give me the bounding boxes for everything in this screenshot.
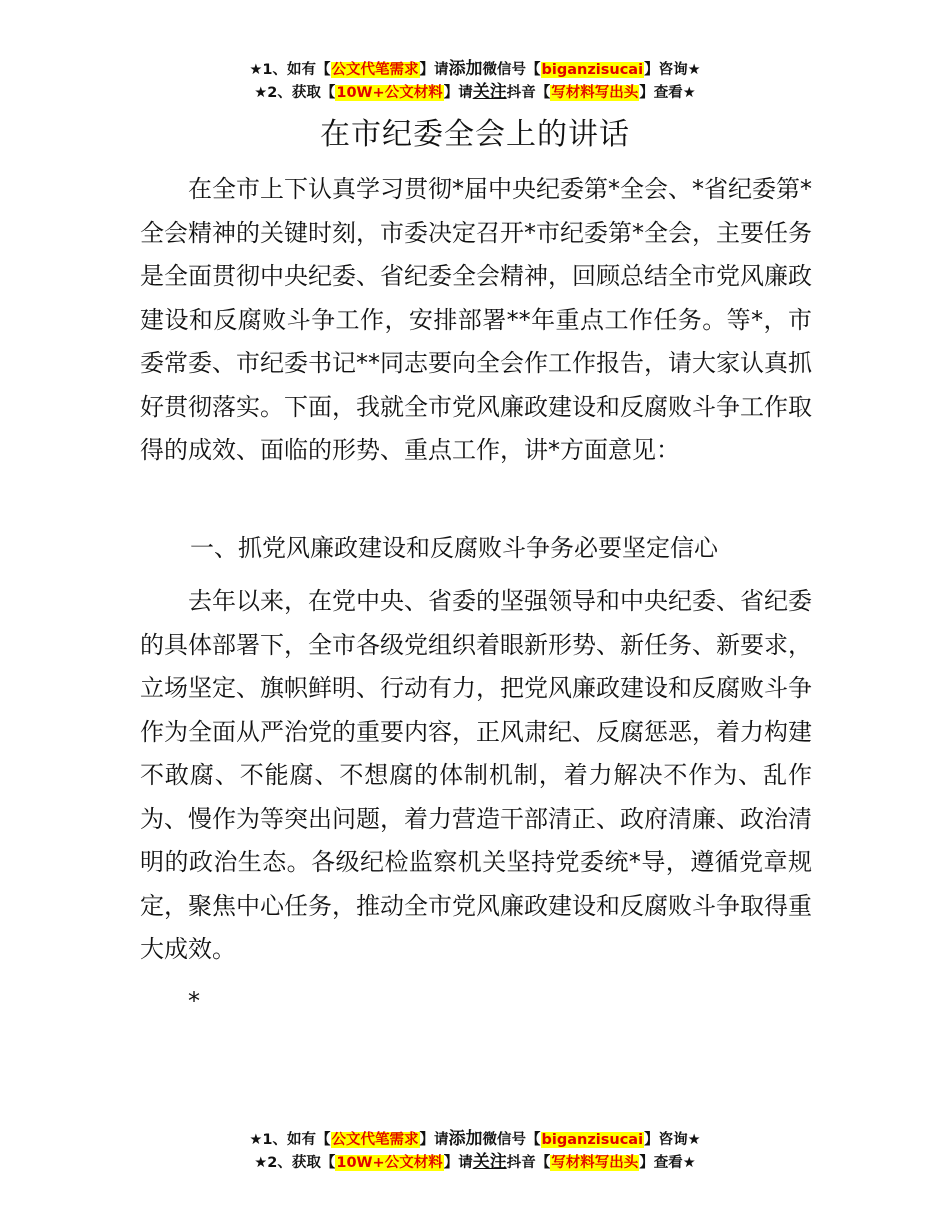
banner-text: ★1、如有【 <box>249 62 331 78</box>
banner-text: 抖音【 <box>506 85 551 101</box>
banner-text: ★2、获取【 <box>254 85 336 101</box>
highlight-materials: 10W+公文材料 <box>336 85 443 101</box>
banner-text: 微信号【 <box>482 1132 541 1148</box>
highlight-service: 公文代笔需求 <box>331 62 419 78</box>
highlight-service: 公文代笔需求 <box>331 1132 419 1148</box>
banner-emphasis: 添加 <box>448 1129 483 1149</box>
banner-text: 】咨询★ <box>644 1132 701 1148</box>
highlight-wechat-id: biganzisucai <box>541 1132 644 1148</box>
banner-text: ★1、如有【 <box>249 1132 331 1148</box>
banner-text: 】请 <box>419 1132 449 1148</box>
banner-line-2 <box>0 81 950 104</box>
banner-text: 】咨询★ <box>644 62 701 78</box>
highlight-wechat-id: biganzisucai <box>541 62 644 78</box>
paragraph-text: 去年以来，在党中央、省委的坚强领导和中央纪委、省纪委的具体部署下，全市各级党组织着眼新形势、新任务、新要求，立场坚定、旗帜鲜明、行动有力，把党风廉政建设和反腐败斗争作为全面从严治党的重要内容，正风肃纪、反腐惩恶，着力构建不敢腐、不能腐、不想腐的体制机制，着力解决不作为、乱作为、慢作为等突出问题，着力营造干部清正、政府清廉、政治清明的政治生态。各级纪检监察机关坚持党委统*导，遵循党章规定，聚焦中心任务，推动全市党风廉政建设和反腐败斗争取得重大成效。 <box>140 587 812 963</box>
paragraph-intro <box>140 168 812 473</box>
banner-text: 微信号【 <box>482 62 541 78</box>
highlight-douyin: 写材料写出头 <box>551 85 639 101</box>
banner-text: 】查看★ <box>639 85 696 101</box>
trailing-mark: * <box>188 987 200 1015</box>
banner-emphasis: 添加 <box>448 59 483 79</box>
paragraph-text: 在全市上下认真学习贯彻*届中央纪委第*全会、*省纪委第*全会精神的关键时刻，市委决定召开*市纪委第*全会，主要任务是全面贯彻中央纪委、省纪委全会精神，回顾总结全市党风廉政建设和反腐败斗争工作，安排部署**年重点工作任务。等*，市委常委、市纪委书记**同志要向全会作工作报告，请大家认真抓好贯彻落实。下面，我就全市党风廉政建设和反腐败斗争工作取得的成效、面临的形势、重点工作，讲*方面意见： <box>140 175 812 464</box>
document-title: 在市纪委全会上的讲话 <box>320 117 630 152</box>
footer-banner <box>0 1128 950 1174</box>
banner-text: 】请 <box>443 1155 473 1171</box>
highlight-materials: 10W+公文材料 <box>336 1155 443 1171</box>
banner-text: 】请 <box>443 85 473 101</box>
paragraph-body <box>140 580 812 972</box>
banner-line-1 <box>0 1128 950 1151</box>
banner-emphasis: 关注 <box>472 1152 507 1172</box>
banner-emphasis: 关注 <box>472 82 507 102</box>
banner-text: 】请 <box>419 62 449 78</box>
banner-text: 】查看★ <box>639 1155 696 1171</box>
banner-line-1 <box>0 58 950 81</box>
highlight-douyin: 写材料写出头 <box>551 1155 639 1171</box>
banner-text: ★2、获取【 <box>254 1155 336 1171</box>
section-heading: 一、抓党风廉政建设和反腐败斗争务必要坚定信心 <box>190 534 718 562</box>
banner-line-2 <box>0 1151 950 1174</box>
header-banner <box>0 58 950 104</box>
banner-text: 抖音【 <box>506 1155 551 1171</box>
